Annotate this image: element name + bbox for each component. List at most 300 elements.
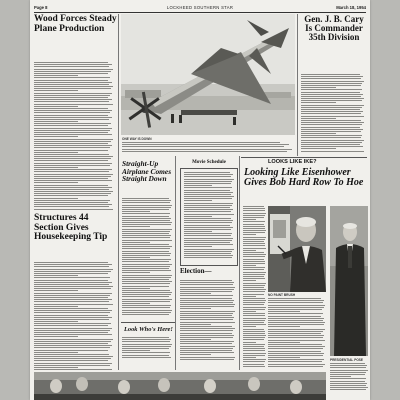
text-line (34, 295, 110, 296)
text-line (34, 297, 108, 298)
text-line (34, 77, 110, 78)
text-line (34, 195, 108, 196)
text-line (122, 144, 289, 145)
text-line (34, 106, 78, 107)
headline-structures: Structures 44 Section Gives Housekeeping Tip (34, 213, 108, 243)
text-line (34, 269, 113, 270)
text-line (180, 311, 235, 312)
text-line (34, 304, 113, 305)
text-line (243, 350, 265, 351)
text-line (34, 112, 110, 113)
text-line (34, 363, 112, 364)
caption-main-photo-text (122, 142, 294, 154)
text-line (34, 75, 78, 76)
text-line (34, 280, 108, 281)
text-line (243, 254, 266, 255)
text-line (184, 242, 230, 243)
text-line (34, 110, 112, 111)
text-line (243, 333, 265, 334)
article-look-whos-here-body (122, 337, 173, 359)
text-line (301, 124, 362, 125)
text-line (122, 198, 169, 199)
text-line (34, 119, 109, 120)
text-line (122, 261, 169, 262)
text-line (243, 331, 265, 332)
text-line (301, 122, 364, 123)
text-line (268, 331, 323, 332)
text-line (243, 337, 265, 338)
text-line (268, 322, 325, 323)
text-line (268, 298, 321, 299)
text-line (243, 361, 265, 362)
text-line (243, 283, 266, 284)
text-line (243, 329, 264, 330)
text-line (34, 343, 108, 344)
text-line (301, 113, 361, 114)
text-line (243, 267, 265, 268)
caption-ike-photo-text (268, 298, 326, 370)
article-gen-cary-body (301, 74, 365, 154)
text-line (34, 171, 109, 172)
text-line (330, 370, 368, 371)
text-line (268, 337, 323, 338)
text-line (301, 127, 360, 128)
text-line (122, 357, 171, 358)
text-line (34, 165, 110, 166)
text-line (268, 353, 324, 354)
text-line (243, 339, 264, 340)
text-line (34, 198, 78, 199)
text-line (184, 176, 231, 177)
text-line (243, 313, 265, 314)
text-line (301, 116, 364, 117)
caption-ike-photo: NO PAINT BRUSH (268, 293, 296, 297)
text-line (180, 350, 232, 351)
text-line (180, 289, 234, 290)
text-line (243, 226, 265, 227)
text-line (122, 339, 171, 340)
text-line (34, 365, 110, 366)
text-line (122, 350, 150, 351)
caption-main-photo: ONE WAY IS DOWN (122, 137, 152, 141)
text-line (301, 135, 362, 136)
text-line (301, 142, 362, 143)
photo-man-painting (268, 206, 326, 292)
column-rule (239, 156, 240, 370)
text-line (184, 185, 212, 186)
text-line (34, 209, 113, 210)
text-line (268, 364, 325, 365)
text-line (34, 191, 113, 192)
text-line (34, 312, 110, 313)
text-line (243, 342, 256, 343)
text-line (34, 286, 113, 287)
text-line (122, 341, 170, 342)
text-line (180, 300, 234, 301)
text-line (34, 323, 111, 324)
text-line (180, 280, 232, 281)
column-rule (175, 156, 176, 370)
text-line (268, 313, 323, 314)
text-line (34, 134, 112, 135)
text-line (243, 322, 264, 323)
text-line (268, 348, 323, 349)
text-line (122, 312, 171, 313)
text-line (34, 339, 113, 340)
text-line (34, 84, 109, 85)
text-line (243, 210, 265, 211)
text-line (34, 82, 112, 83)
text-line (184, 238, 233, 239)
text-line (184, 231, 212, 232)
text-line (34, 356, 113, 357)
text-line (34, 321, 78, 322)
text-line (34, 189, 109, 190)
text-line (243, 232, 265, 233)
text-line (122, 294, 171, 295)
text-line (180, 341, 234, 342)
text-line (268, 335, 324, 336)
text-line (34, 176, 111, 177)
text-line (34, 332, 108, 333)
text-line (243, 243, 265, 244)
text-line (301, 87, 336, 88)
text-line (122, 307, 170, 308)
text-line (122, 149, 292, 150)
text-line (180, 319, 233, 320)
text-line (184, 220, 233, 221)
text-line (243, 256, 265, 257)
text-line (34, 315, 108, 316)
text-line (243, 274, 265, 275)
text-line (180, 324, 211, 325)
text-line (180, 322, 235, 323)
text-line (243, 261, 265, 262)
text-line (34, 328, 112, 329)
text-line (243, 346, 264, 347)
text-line (268, 357, 300, 358)
text-line (34, 293, 112, 294)
text-line (184, 225, 230, 226)
text-line (122, 233, 169, 234)
text-line (34, 277, 110, 278)
text-line (180, 293, 211, 294)
text-line (34, 147, 110, 148)
text-line (301, 76, 363, 77)
text-line (330, 383, 367, 384)
text-line (122, 303, 150, 304)
text-line (34, 101, 109, 102)
text-line (243, 307, 266, 308)
text-line (180, 343, 232, 344)
text-line (301, 144, 360, 145)
text-line (243, 298, 265, 299)
text-line (243, 366, 265, 367)
text-line (268, 316, 321, 317)
text-line (180, 337, 233, 338)
main-photo-vtol-plane (121, 14, 295, 135)
headline-gen-cary: Gen. J. B. Cary Is Commander 35th Division (304, 14, 364, 43)
text-line (122, 346, 171, 347)
text-line (34, 310, 112, 311)
text-line (243, 263, 265, 264)
text-line (180, 333, 232, 334)
text-line (243, 259, 264, 260)
text-line (34, 185, 108, 186)
text-line (122, 240, 172, 241)
text-line (268, 346, 325, 347)
text-line (330, 365, 367, 366)
text-line (268, 326, 300, 327)
text-line (243, 296, 256, 297)
text-line (243, 278, 265, 279)
headline-wood-forces: Wood Forces Steady Plane Production (34, 14, 117, 34)
text-line (122, 205, 172, 206)
text-line (180, 328, 235, 329)
text-line (122, 283, 170, 284)
article-structures-body (34, 262, 114, 374)
text-line (180, 348, 233, 349)
headline-look-whos-here: Look Who's Here! (124, 326, 173, 333)
text-line (34, 93, 112, 94)
text-line (180, 354, 211, 355)
text-line (34, 264, 112, 265)
text-line (180, 346, 235, 347)
text-line (34, 62, 108, 63)
text-line (34, 132, 108, 133)
text-line (180, 302, 233, 303)
text-line (34, 266, 109, 267)
newspaper-page (30, 0, 370, 400)
text-line (34, 290, 78, 291)
text-line (301, 102, 336, 103)
text-line (184, 211, 231, 212)
text-line (243, 250, 256, 251)
text-line (330, 378, 366, 379)
text-line (34, 152, 78, 153)
text-line (122, 270, 171, 271)
text-line (243, 289, 266, 290)
text-line (122, 248, 170, 249)
text-line (122, 200, 171, 201)
text-line (122, 222, 172, 223)
text-line (122, 257, 150, 258)
text-line (184, 203, 233, 204)
text-line (243, 294, 264, 295)
text-line (34, 180, 112, 181)
text-line (268, 344, 322, 345)
text-line (122, 142, 280, 143)
text-line (122, 237, 170, 238)
text-line (268, 318, 324, 319)
text-line (268, 340, 325, 341)
text-line (122, 251, 169, 252)
text-line (34, 369, 112, 370)
text-line (122, 352, 170, 353)
text-line (184, 227, 233, 228)
text-line (301, 105, 364, 106)
text-line (34, 69, 113, 70)
text-line (184, 174, 233, 175)
paper-name: LOCKHEED SOUTHERN STAR (166, 5, 234, 10)
text-line (34, 80, 108, 81)
text-line (243, 355, 265, 356)
text-line (122, 296, 169, 297)
text-line (34, 154, 109, 155)
text-line (301, 129, 363, 130)
text-line (243, 230, 266, 231)
text-line (301, 81, 364, 82)
issue-date: March 18, 1954 (336, 5, 366, 10)
text-line (184, 246, 212, 247)
text-line (122, 229, 172, 230)
text-line (34, 187, 112, 188)
text-line (243, 213, 266, 214)
text-line (34, 128, 112, 129)
text-line (243, 348, 265, 349)
text-line (34, 123, 111, 124)
text-line (122, 348, 169, 349)
text-line (180, 326, 232, 327)
text-line (301, 118, 336, 119)
text-line (122, 253, 171, 254)
text-line (184, 233, 232, 234)
text-line (34, 354, 109, 355)
text-line (34, 143, 108, 144)
text-line (184, 207, 230, 208)
text-line (34, 262, 108, 263)
text-line (330, 381, 365, 382)
text-line (301, 120, 361, 121)
text-line (243, 291, 265, 292)
text-line (243, 353, 266, 354)
column-rule (118, 14, 119, 370)
text-line (34, 358, 111, 359)
text-line (34, 341, 111, 342)
text-line (34, 163, 112, 164)
text-line (122, 226, 150, 227)
text-line (34, 330, 110, 331)
text-line (34, 325, 108, 326)
page-number: Page 8 (34, 5, 48, 10)
text-line (243, 285, 265, 286)
text-line (268, 333, 321, 334)
text-line (34, 95, 110, 96)
text-line (122, 255, 170, 256)
text-line (34, 352, 78, 353)
text-line (268, 351, 321, 352)
text-line (301, 107, 362, 108)
text-line (34, 136, 78, 137)
text-line (243, 252, 264, 253)
text-line (180, 282, 234, 283)
text-line (34, 167, 78, 168)
article-straight-up-body (122, 198, 173, 318)
text-line (243, 287, 264, 288)
text-line (34, 301, 109, 302)
text-line (122, 337, 169, 338)
text-line (243, 272, 266, 273)
caption-presidential-pose-text (330, 363, 368, 393)
text-line (184, 181, 232, 182)
article-wood-forces-body (34, 62, 114, 212)
text-line (180, 317, 234, 318)
text-line (180, 335, 234, 336)
text-line (34, 156, 113, 157)
text-line (34, 125, 108, 126)
text-line (184, 251, 232, 252)
text-line (301, 85, 361, 86)
text-line (34, 360, 108, 361)
text-line (243, 219, 256, 220)
text-line (243, 309, 265, 310)
text-line (301, 100, 362, 101)
text-line (268, 309, 322, 310)
text-line (301, 151, 364, 152)
text-line (122, 231, 170, 232)
text-line (34, 350, 108, 351)
text-line (184, 209, 233, 210)
text-line (34, 86, 113, 87)
text-line (34, 64, 112, 65)
section-rule (241, 157, 367, 158)
text-line (301, 148, 336, 149)
text-line (122, 286, 169, 287)
text-line (243, 320, 265, 321)
text-line (34, 193, 111, 194)
text-line (330, 367, 366, 368)
text-line (184, 255, 233, 256)
text-line (180, 298, 232, 299)
text-line (122, 290, 170, 291)
text-line (184, 235, 231, 236)
text-line (34, 182, 78, 183)
caption-presidential-pose: PRESIDENTIAL POSE (330, 358, 364, 362)
text-line (243, 359, 266, 360)
text-line (180, 313, 233, 314)
text-line (34, 117, 112, 118)
text-line (34, 88, 111, 89)
text-line (184, 172, 230, 173)
text-line (122, 246, 172, 247)
text-line (301, 74, 360, 75)
text-line (34, 90, 78, 91)
headline-movie-schedule: Movie Schedule (192, 160, 226, 165)
text-line (34, 275, 78, 276)
text-line (301, 137, 361, 138)
text-line (34, 97, 108, 98)
text-line (268, 307, 324, 308)
text-line (34, 273, 108, 274)
text-line (122, 310, 172, 311)
text-line (122, 259, 171, 260)
text-line (34, 202, 108, 203)
text-line (243, 276, 264, 277)
text-line (268, 302, 323, 303)
text-line (34, 306, 78, 307)
text-line (184, 205, 232, 206)
text-line (184, 187, 232, 188)
text-line (180, 315, 232, 316)
text-line (184, 183, 231, 184)
text-line (184, 214, 234, 215)
text-line (184, 192, 233, 193)
text-line (243, 239, 265, 240)
text-line (34, 282, 112, 283)
text-line (122, 266, 170, 267)
text-line (184, 194, 231, 195)
text-line (122, 242, 150, 243)
